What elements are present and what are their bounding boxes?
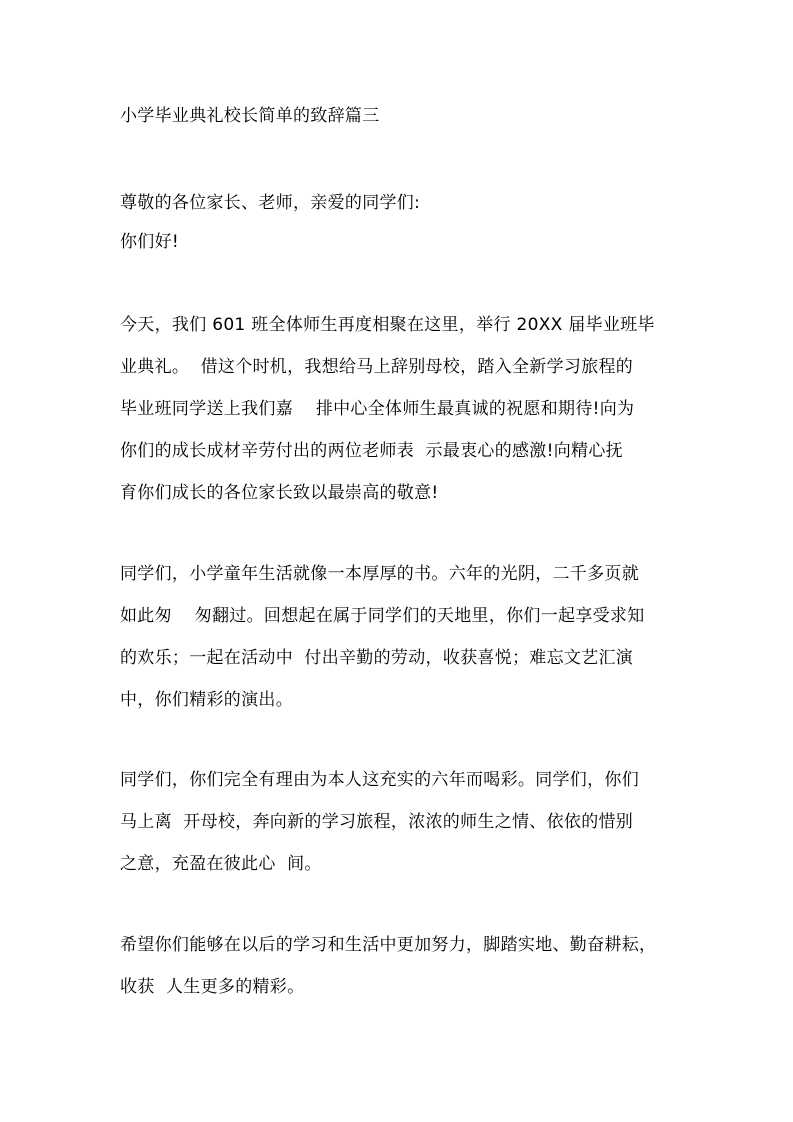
paragraph-line: 的欢乐；一起在活动中 付出辛勤的劳动，收获喜悦；难忘文艺汇演 <box>120 648 634 668</box>
salutation: 尊敬的各位家长、老师，亲爱的同学们: <box>120 193 421 213</box>
paragraph-line: 同学们，你们完全有理由为本人这充实的六年而喝彩。同学们，你们 <box>120 770 639 790</box>
document-title: 小学毕业典礼校长简单的致辞篇三 <box>120 106 380 126</box>
paragraph-line: 希望你们能够在以后的学习和生活中更加努力，脚踏实地、勤奋耕耘， <box>120 935 657 955</box>
paragraph-line: 如此匆 匆翻过。回想起在属于同学们的天地里，你们一起享受求知 <box>120 606 645 626</box>
paragraph-line: 毕业班同学送上我们嘉 排中心全体师生最真诚的祝愿和期待!向为 <box>120 399 635 419</box>
paragraph-line: 中，你们精彩的演出。 <box>120 690 293 710</box>
paragraph-line: 之意，充盈在彼此心 间。 <box>120 854 322 874</box>
paragraph-line: 收获 人生更多的精彩。 <box>120 977 305 997</box>
paragraph-line: 同学们，小学童年生活就像一本厚厚的书。六年的光阴，二千多页就 <box>120 564 639 584</box>
paragraph-line: 你们的成长成材辛劳付出的两位老师表 示最衷心的感激!向精心抚 <box>120 441 623 461</box>
greeting: 你们好! <box>120 232 180 252</box>
paragraph-line: 育你们成长的各位家长致以最崇高的敬意! <box>120 483 439 503</box>
paragraph-line: 今天，我们 601 班全体师生再度相聚在这里，举行 20XX 届毕业班毕 <box>120 315 655 335</box>
paragraph-line: 业典礼。 借这个时机，我想给马上辞别母校，踏入全新学习旅程的 <box>120 357 634 377</box>
paragraph-line: 马上离 开母校，奔向新的学习旅程，浓浓的师生之情、依依的惜别 <box>120 812 634 832</box>
